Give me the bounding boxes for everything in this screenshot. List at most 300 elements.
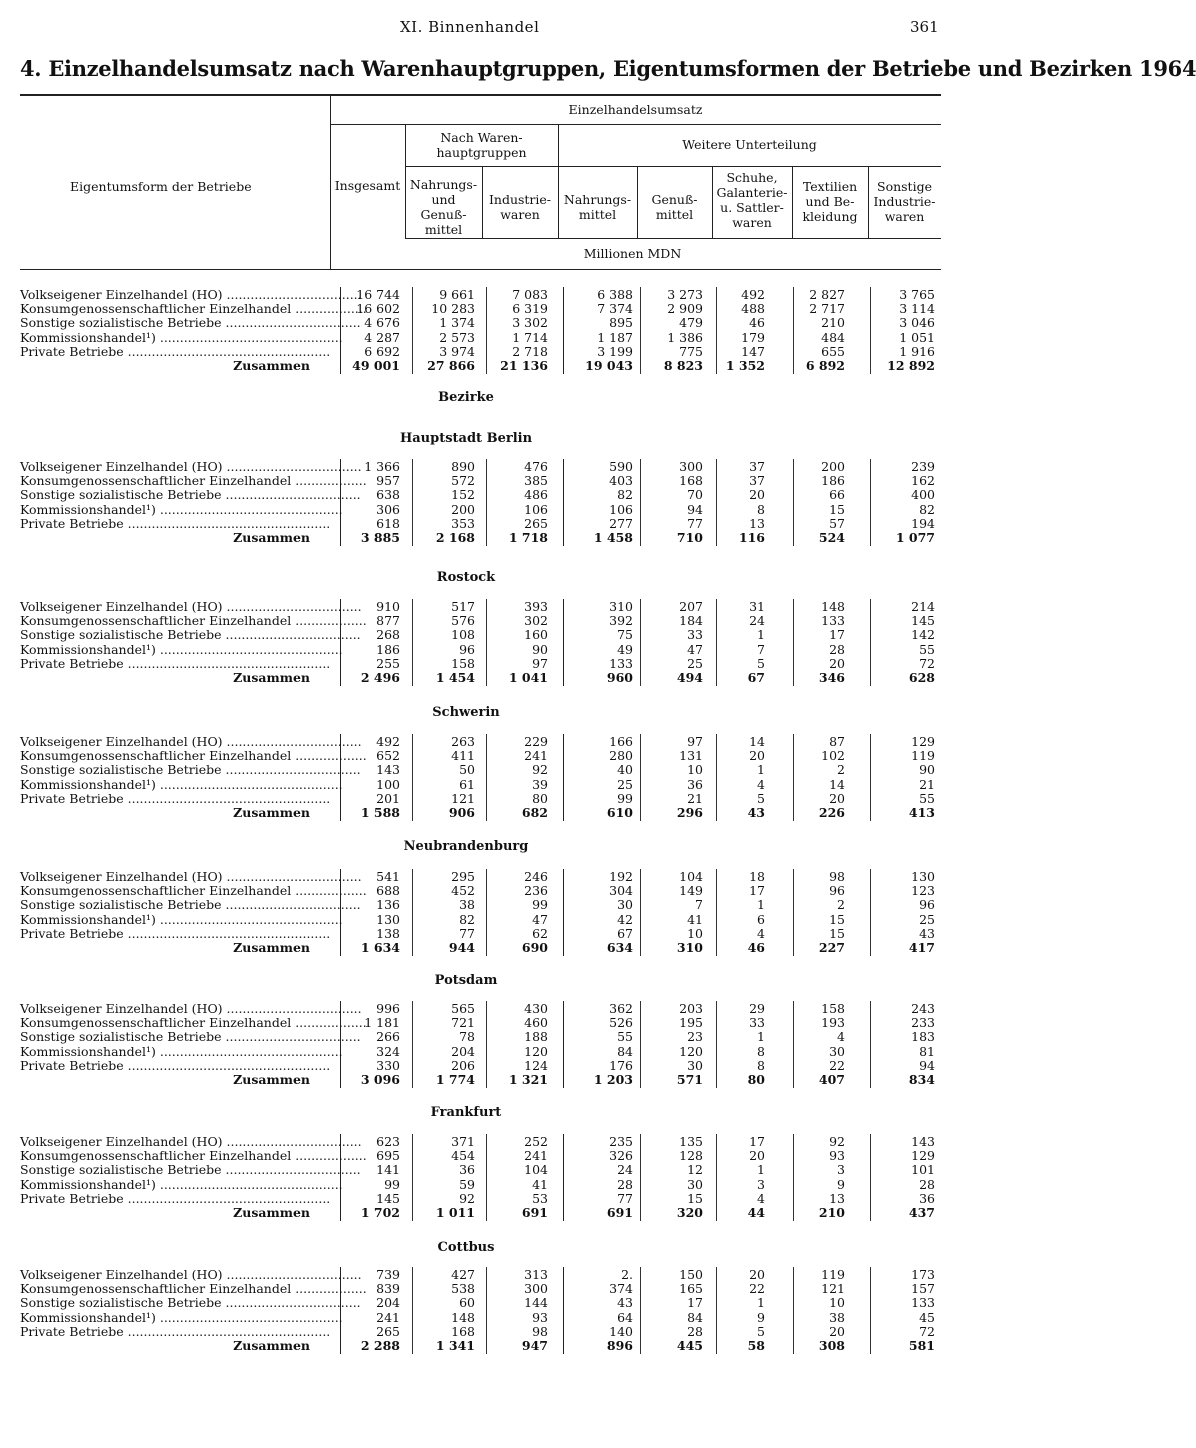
row-label: Kommissionshandel¹) ..............................................: [20, 329, 343, 345]
table-cell: 15: [829, 925, 845, 941]
total-cell: 19 043: [585, 358, 633, 373]
total-cell: 437: [908, 1205, 935, 1220]
row-label: Sonstige sozialistische Betriebe ..................................: [20, 762, 361, 778]
table-cell: 38: [459, 897, 475, 913]
row-label: Sonstige sozialistische Betriebe ..................................: [20, 487, 361, 503]
table-cell: 72: [919, 1323, 935, 1339]
table-cell: 20: [829, 655, 845, 671]
total-cell: 1 588: [360, 805, 400, 820]
table-cell: 37: [749, 459, 765, 474]
table-cell: 2: [837, 762, 845, 778]
table-cell: 1: [757, 897, 765, 913]
table-cell: 210: [821, 315, 845, 331]
header-rule-2: [405, 166, 941, 167]
table-cell: 81: [919, 1043, 935, 1059]
total-cell: 691: [606, 1205, 633, 1220]
table-cell: 3 199: [597, 343, 633, 359]
header-rule-1: [330, 124, 941, 125]
table-cell: 460: [524, 1015, 548, 1031]
total-cell: 2 168: [435, 530, 475, 545]
total-cell: 6 892: [805, 358, 845, 373]
total-cell: 3 885: [360, 530, 400, 545]
table-cell: 20: [749, 1148, 765, 1164]
table-cell: 392: [609, 613, 633, 629]
header-nach-warenhauptgruppen: Nach Waren- hauptgruppen: [436, 130, 527, 160]
table-cell: 129: [911, 1148, 935, 1164]
table-cell: 3 765: [899, 287, 935, 302]
table-cell: 265: [376, 1323, 400, 1339]
total-cell: 12 892: [887, 358, 935, 373]
table-cell: 15: [687, 1190, 703, 1206]
table-cell: 128: [679, 1148, 703, 1164]
table-cell: 186: [821, 473, 845, 489]
table-cell: 28: [919, 1176, 935, 1192]
table-cell: 427: [451, 1267, 475, 1282]
table-cell: 100: [376, 776, 400, 792]
table-cell: 362: [609, 1001, 633, 1016]
table-cell: 78: [459, 1029, 475, 1045]
table-cell: 98: [532, 1323, 548, 1339]
total-cell: 67: [747, 670, 765, 685]
table-cell: 21: [687, 790, 703, 806]
table-cell: 61: [459, 776, 475, 792]
row-label: Sonstige sozialistische Betriebe ..................................: [20, 897, 361, 913]
table-cell: 93: [532, 1309, 548, 1325]
table-cell: 90: [919, 762, 935, 778]
table-cell: 8: [757, 501, 765, 517]
bezirk-heading: Potsdam: [434, 973, 498, 988]
row-label: Kommissionshandel¹) ..............................................: [20, 776, 343, 792]
table-cell: 43: [617, 1295, 633, 1311]
total-cell: 494: [676, 670, 703, 685]
table-cell: 143: [911, 1134, 935, 1149]
total-cell: 43: [747, 805, 765, 820]
header-stub: Eigentumsform der Betriebe: [70, 179, 252, 194]
table-cell: 3 273: [667, 287, 703, 302]
table-cell: 10 283: [431, 301, 475, 317]
row-label: Volkseigener Einzelhandel (HO) ..................................: [20, 869, 362, 884]
row-label: Private Betriebe ...................................................: [20, 655, 331, 671]
table-cell: 266: [376, 1029, 400, 1045]
header-col-nahrungs-genussmittel: Nahrungs- und Genuß- mittel: [409, 177, 478, 237]
row-label: Sonstige sozialistische Betriebe ..................................: [20, 627, 361, 643]
table-cell: 142: [911, 627, 935, 643]
row-label: Sonstige sozialistische Betriebe ..................................: [20, 315, 361, 331]
table-cell: 133: [609, 655, 633, 671]
table-cell: 371: [451, 1134, 475, 1149]
table-cell: 324: [376, 1043, 400, 1059]
table-cell: 41: [687, 911, 703, 927]
table-cell: 96: [919, 897, 935, 913]
table-cell: 104: [524, 1162, 548, 1178]
table-cell: 36: [459, 1162, 475, 1178]
table-cell: 214: [911, 599, 935, 614]
table-cell: 623: [376, 1134, 400, 1149]
table-cell: 82: [459, 911, 475, 927]
table-cell: 20: [749, 748, 765, 764]
table-cell: 25: [617, 776, 633, 792]
total-cell: 417: [908, 940, 935, 955]
table-cell: 33: [687, 627, 703, 643]
table-cell: 82: [919, 501, 935, 517]
total-cell: 906: [448, 805, 475, 820]
table-cell: 77: [687, 515, 703, 531]
table-cell: 1: [757, 1295, 765, 1311]
running-head: [0, 18, 1024, 38]
table-cell: 300: [679, 459, 703, 474]
table-cell: 2 717: [809, 301, 845, 317]
table-cell: 839: [376, 1281, 400, 1297]
table-cell: 4: [757, 925, 765, 941]
row-label: Konsumgenossenschaftlicher Einzelhandel ..................: [20, 1015, 367, 1031]
total-cell: 310: [676, 940, 703, 955]
table-cell: 179: [741, 329, 765, 345]
table-cell: 16 744: [356, 287, 400, 302]
table-cell: 57: [829, 515, 845, 531]
table-cell: 403: [609, 473, 633, 489]
row-label: Konsumgenossenschaftlicher Einzelhandel ..................: [20, 473, 367, 489]
total-cell: 413: [908, 805, 935, 820]
total-cell: 1 203: [593, 1072, 633, 1087]
table-cell: 1 714: [512, 329, 548, 345]
table-cell: 108: [451, 627, 475, 643]
table-cell: 84: [617, 1043, 633, 1059]
total-cell: 2 496: [360, 670, 400, 685]
header-unit: Millionen MDN: [583, 246, 682, 261]
table-cell: 106: [524, 501, 548, 517]
total-cell: 3 096: [360, 1072, 400, 1087]
table-cell: 9: [757, 1309, 765, 1325]
table-cell: 45: [919, 1309, 935, 1325]
table-cell: 17: [687, 1295, 703, 1311]
table-cell: 24: [749, 613, 765, 629]
table-cell: 326: [609, 1148, 633, 1164]
table-cell: 430: [524, 1001, 548, 1016]
table-cell: 82: [617, 487, 633, 503]
row-label: Konsumgenossenschaftlicher Einzelhandel ..................: [20, 1148, 367, 1164]
table-cell: 43: [919, 925, 935, 941]
total-cell: 947: [521, 1338, 548, 1353]
table-cell: 2 573: [439, 329, 475, 345]
table-cell: 241: [376, 1309, 400, 1325]
total-cell: 628: [908, 670, 935, 685]
table-cell: 66: [829, 487, 845, 503]
table-cell: 21: [919, 776, 935, 792]
table-cell: 618: [376, 515, 400, 531]
table-cell: 7: [757, 641, 765, 657]
table-cell: 28: [687, 1323, 703, 1339]
table-cell: 476: [524, 459, 548, 474]
total-cell: 610: [606, 805, 633, 820]
table-cell: 452: [451, 883, 475, 899]
table-cell: 877: [376, 613, 400, 629]
total-cell: 210: [818, 1205, 845, 1220]
row-label: Konsumgenossenschaftlicher Einzelhandel ..................: [20, 301, 367, 317]
table-cell: 49: [617, 641, 633, 657]
table-cell: 1 187: [597, 329, 633, 345]
table-cell: 204: [451, 1043, 475, 1059]
page-number: 361: [910, 18, 939, 36]
table-cell: 144: [524, 1295, 548, 1311]
total-cell: 581: [908, 1338, 935, 1353]
total-label: Zusammen: [233, 530, 310, 545]
total-cell: 690: [521, 940, 548, 955]
table-cell: 313: [524, 1267, 548, 1282]
table-cell: 157: [911, 1281, 935, 1297]
table-cell: 9: [837, 1176, 845, 1192]
total-cell: 1 341: [435, 1338, 475, 1353]
table-cell: 166: [609, 734, 633, 749]
table-cell: 302: [524, 613, 548, 629]
table-cell: 1 916: [899, 343, 935, 359]
table-cell: 910: [376, 599, 400, 614]
row-label: Kommissionshandel¹) ..............................................: [20, 1309, 343, 1325]
table-cell: 306: [376, 501, 400, 517]
table-cell: 41: [532, 1176, 548, 1192]
table-cell: 241: [524, 1148, 548, 1164]
table-cell: 60: [459, 1295, 475, 1311]
table-cell: 131: [679, 748, 703, 764]
total-cell: 710: [676, 530, 703, 545]
table-cell: 454: [451, 1148, 475, 1164]
table-cell: 55: [617, 1029, 633, 1045]
total-cell: 226: [818, 805, 845, 820]
table-cell: 4: [837, 1029, 845, 1045]
total-label: Zusammen: [233, 1072, 310, 1087]
table-cell: 22: [829, 1057, 845, 1073]
table-cell: 13: [829, 1190, 845, 1206]
table-cell: 2 909: [667, 301, 703, 317]
table-cell: 374: [609, 1281, 633, 1297]
table-cell: 17: [749, 883, 765, 899]
table-cell: 36: [687, 776, 703, 792]
header-col-nahrungsmittel: Nahrungs- mittel: [563, 192, 632, 222]
table-cell: 30: [687, 1176, 703, 1192]
bezirk-heading: Hauptstadt Berlin: [399, 431, 533, 446]
table-cell: 150: [679, 1267, 703, 1282]
header-insgesamt: Insgesamt: [334, 178, 401, 193]
table-cell: 6 692: [364, 343, 400, 359]
table-cell: 70: [687, 487, 703, 503]
total-label: Zusammen: [233, 1338, 310, 1353]
total-cell: 8 823: [663, 358, 703, 373]
table-cell: 243: [911, 1001, 935, 1016]
table-cell: 775: [679, 343, 703, 359]
bezirke-heading: Bezirke: [438, 390, 494, 405]
table-cell: 688: [376, 883, 400, 899]
table-cell: 3 974: [439, 343, 475, 359]
row-label: Volkseigener Einzelhandel (HO) ..................................: [20, 599, 362, 614]
table-cell: 99: [384, 1176, 400, 1192]
header-col-industriewaren: Industrie- waren: [488, 192, 552, 222]
total-cell: 27 866: [427, 358, 475, 373]
table-cell: 37: [749, 473, 765, 489]
row-label: Private Betriebe ...................................................: [20, 925, 331, 941]
table-cell: 96: [829, 883, 845, 899]
table-cell: 30: [829, 1043, 845, 1059]
table-cell: 255: [376, 655, 400, 671]
table-cell: 3 046: [899, 315, 935, 331]
table-cell: 200: [821, 459, 845, 474]
table-cell: 75: [617, 627, 633, 643]
table-cell: 55: [919, 641, 935, 657]
table-cell: 186: [376, 641, 400, 657]
total-cell: 682: [521, 805, 548, 820]
chapter-title: XI. Binnenhandel: [400, 18, 540, 36]
table-cell: 492: [741, 287, 765, 302]
total-label: Zusammen: [233, 670, 310, 685]
table-cell: 50: [459, 762, 475, 778]
row-label: Volkseigener Einzelhandel (HO) ..................................: [20, 459, 362, 474]
header-col-textilien: Textilien und Be- kleidung: [802, 179, 858, 224]
table-cell: 24: [617, 1162, 633, 1178]
table-cell: 1 051: [899, 329, 935, 345]
table-cell: 638: [376, 487, 400, 503]
table-cell: 188: [524, 1029, 548, 1045]
total-cell: 1 458: [593, 530, 633, 545]
table-cell: 235: [609, 1134, 633, 1149]
table-cell: 411: [451, 748, 475, 764]
table-cell: 310: [609, 599, 633, 614]
table-cell: 94: [919, 1057, 935, 1073]
total-cell: 44: [747, 1205, 765, 1220]
bezirk-heading: Frankfurt: [430, 1105, 502, 1120]
table-cell: 87: [829, 734, 845, 749]
table-cell: 1 181: [364, 1015, 400, 1031]
table-cell: 9 661: [439, 287, 475, 302]
table-cell: 162: [911, 473, 935, 489]
table-cell: 47: [532, 911, 548, 927]
table-cell: 145: [911, 613, 935, 629]
row-label: Volkseigener Einzelhandel (HO) ..................................: [20, 1001, 362, 1016]
table-cell: 957: [376, 473, 400, 489]
total-cell: 634: [606, 940, 633, 955]
total-cell: 944: [448, 940, 475, 955]
table-cell: 67: [617, 925, 633, 941]
table-cell: 38: [829, 1309, 845, 1325]
table-cell: 130: [376, 911, 400, 927]
table-cell: 393: [524, 599, 548, 614]
table-cell: 201: [376, 790, 400, 806]
total-cell: 834: [908, 1072, 935, 1087]
table-cell: 890: [451, 459, 475, 474]
bezirk-heading: Cottbus: [437, 1240, 495, 1255]
table-cell: 101: [911, 1162, 935, 1178]
total-cell: 1 454: [435, 670, 475, 685]
table-cell: 22: [749, 1281, 765, 1297]
table-cell: 184: [679, 613, 703, 629]
table-cell: 3 302: [512, 315, 548, 331]
total-label: Zusammen: [233, 358, 310, 373]
table-cell: 17: [749, 1134, 765, 1149]
table-cell: 173: [911, 1267, 935, 1282]
total-cell: 896: [606, 1338, 633, 1353]
table-cell: 195: [679, 1015, 703, 1031]
table-cell: 268: [376, 627, 400, 643]
table-cell: 102: [821, 748, 845, 764]
table-cell: 6 388: [597, 287, 633, 302]
table-cell: 62: [532, 925, 548, 941]
table-cell: 138: [376, 925, 400, 941]
table-cell: 280: [609, 748, 633, 764]
header-einzelhandelsumsatz: Einzelhandelsumsatz: [568, 102, 703, 117]
table-cell: 28: [829, 641, 845, 657]
row-label: Sonstige sozialistische Betriebe ..................................: [20, 1295, 361, 1311]
total-label: Zusammen: [233, 1205, 310, 1220]
table-cell: 207: [679, 599, 703, 614]
table-cell: 4 676: [364, 315, 400, 331]
table-cell: 2 718: [512, 343, 548, 359]
table-cell: 1 366: [364, 459, 400, 474]
table-cell: 7: [695, 897, 703, 913]
table-cell: 2 827: [809, 287, 845, 302]
table-cell: 1 386: [667, 329, 703, 345]
table-cell: 200: [451, 501, 475, 517]
total-cell: 407: [818, 1072, 845, 1087]
table-cell: 168: [679, 473, 703, 489]
table-cell: 695: [376, 1148, 400, 1164]
table-cell: 17: [829, 627, 845, 643]
table-cell: 7 374: [597, 301, 633, 317]
table-cell: 97: [687, 734, 703, 749]
table-cell: 80: [532, 790, 548, 806]
table-cell: 233: [911, 1015, 935, 1031]
table-cell: 895: [609, 315, 633, 331]
row-label: Konsumgenossenschaftlicher Einzelhandel ..................: [20, 1281, 367, 1297]
table-cell: 484: [821, 329, 845, 345]
table-cell: 572: [451, 473, 475, 489]
table-cell: 147: [741, 343, 765, 359]
table-cell: 140: [609, 1323, 633, 1339]
table-cell: 99: [532, 897, 548, 913]
table-cell: 120: [679, 1043, 703, 1059]
table-cell: 203: [679, 1001, 703, 1016]
table-cell: 97: [532, 655, 548, 671]
total-cell: 46: [747, 940, 765, 955]
table-cell: 3 114: [899, 301, 935, 317]
row-label: Kommissionshandel¹) ..............................................: [20, 641, 343, 657]
row-label: Private Betriebe ...................................................: [20, 1190, 331, 1206]
table-cell: 99: [617, 790, 633, 806]
table-cell: 590: [609, 459, 633, 474]
row-label: Volkseigener Einzelhandel (HO) ..................................: [20, 734, 362, 749]
header-col-schuhe: Schuhe, Galanterie- u. Sattler- waren: [716, 170, 788, 230]
table-cell: 18: [749, 869, 765, 884]
table-cell: 152: [451, 487, 475, 503]
table-cell: 129: [911, 734, 935, 749]
row-label: Private Betriebe ...................................................: [20, 790, 331, 806]
table-cell: 33: [749, 1015, 765, 1031]
total-cell: 1 352: [725, 358, 765, 373]
total-cell: 571: [676, 1072, 703, 1087]
table-cell: 4: [757, 776, 765, 792]
table-cell: 77: [617, 1190, 633, 1206]
row-label: Konsumgenossenschaftlicher Einzelhandel ..................: [20, 613, 367, 629]
table-cell: 5: [757, 655, 765, 671]
total-cell: 691: [521, 1205, 548, 1220]
row-label: Private Betriebe ...................................................: [20, 1323, 331, 1339]
table-cell: 526: [609, 1015, 633, 1031]
table-cell: 165: [679, 1281, 703, 1297]
table-cell: 246: [524, 869, 548, 884]
row-label: Kommissionshandel¹) ..............................................: [20, 911, 343, 927]
table-cell: 20: [749, 1267, 765, 1282]
total-cell: 2 288: [360, 1338, 400, 1353]
table-cell: 53: [532, 1190, 548, 1206]
table-cell: 141: [376, 1162, 400, 1178]
table-cell: 7 083: [512, 287, 548, 302]
table-cell: 5: [757, 1323, 765, 1339]
